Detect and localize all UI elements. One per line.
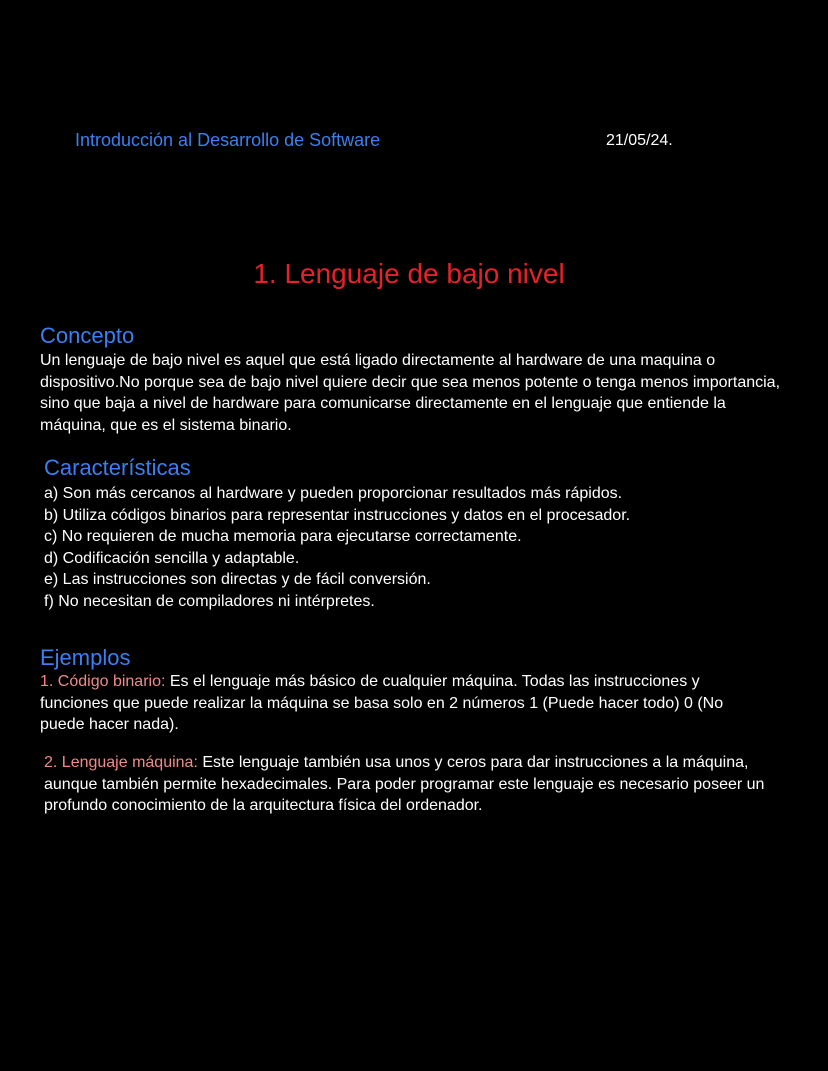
caracteristicas-list <box>44 483 630 612</box>
example-label: 1. Código binario: <box>40 673 166 690</box>
list-item: e) Las instrucciones son directas y de fácil conversión. <box>44 571 431 588</box>
caracteristicas-heading: Características <box>44 455 191 480</box>
concepto-heading: Concepto <box>40 323 135 348</box>
example-label: 2. Lenguaje máquina: <box>44 754 198 771</box>
example-text: Es el lenguaje más básico de cualquier máquina. Todas las instrucciones y funciones que puede realizar la máquina se basa solo en 2 números 1 (Puede hacer todo) 0 (No puede hacer nada). <box>40 673 724 733</box>
list-item: c) No requieren de mucha memoria para ejecutarse correctamente. <box>44 528 522 545</box>
example-lenguaje-maquina <box>44 752 774 817</box>
list-item: a) Son más cercanos al hardware y pueden proporcionar resultados más rápidos. <box>44 485 623 502</box>
list-item: b) Utiliza códigos binarios para representar instrucciones y datos en el procesador. <box>44 506 631 524</box>
concepto-text: Un lenguaje de bajo nivel es aquel que está ligado directamente al hardware de una maquina o dispositivo.No porque sea de bajo nivel quiere decir que sea menos potente o tenga menos importancia, sino que baja a nivel de hardware para comunicarse directamente en el lenguaje que entiende la máquina, que es el sistema binario. <box>40 352 781 434</box>
list-item: f) No necesitan de compiladores ni intérpretes. <box>44 592 375 610</box>
example-text: Este lenguaje también usa unos y ceros para dar instrucciones a la máquina, aunque también permite hexadecimales. Para poder programar este lenguaje es necesario poseer un profundo conocimiento de la arquitectura física del ordenador. <box>44 754 765 814</box>
page-title-text: 1. Lenguaje de bajo nivel <box>253 258 565 289</box>
example-codigo-binario <box>40 671 760 736</box>
course-title: Introducción al Desarrollo de Software <box>75 130 381 150</box>
list-item: d) Codificación sencilla y adaptable. <box>44 549 300 567</box>
ejemplos-heading: Ejemplos <box>40 645 131 670</box>
page-title <box>0 256 828 292</box>
document-date: 21/05/24. <box>606 132 673 149</box>
